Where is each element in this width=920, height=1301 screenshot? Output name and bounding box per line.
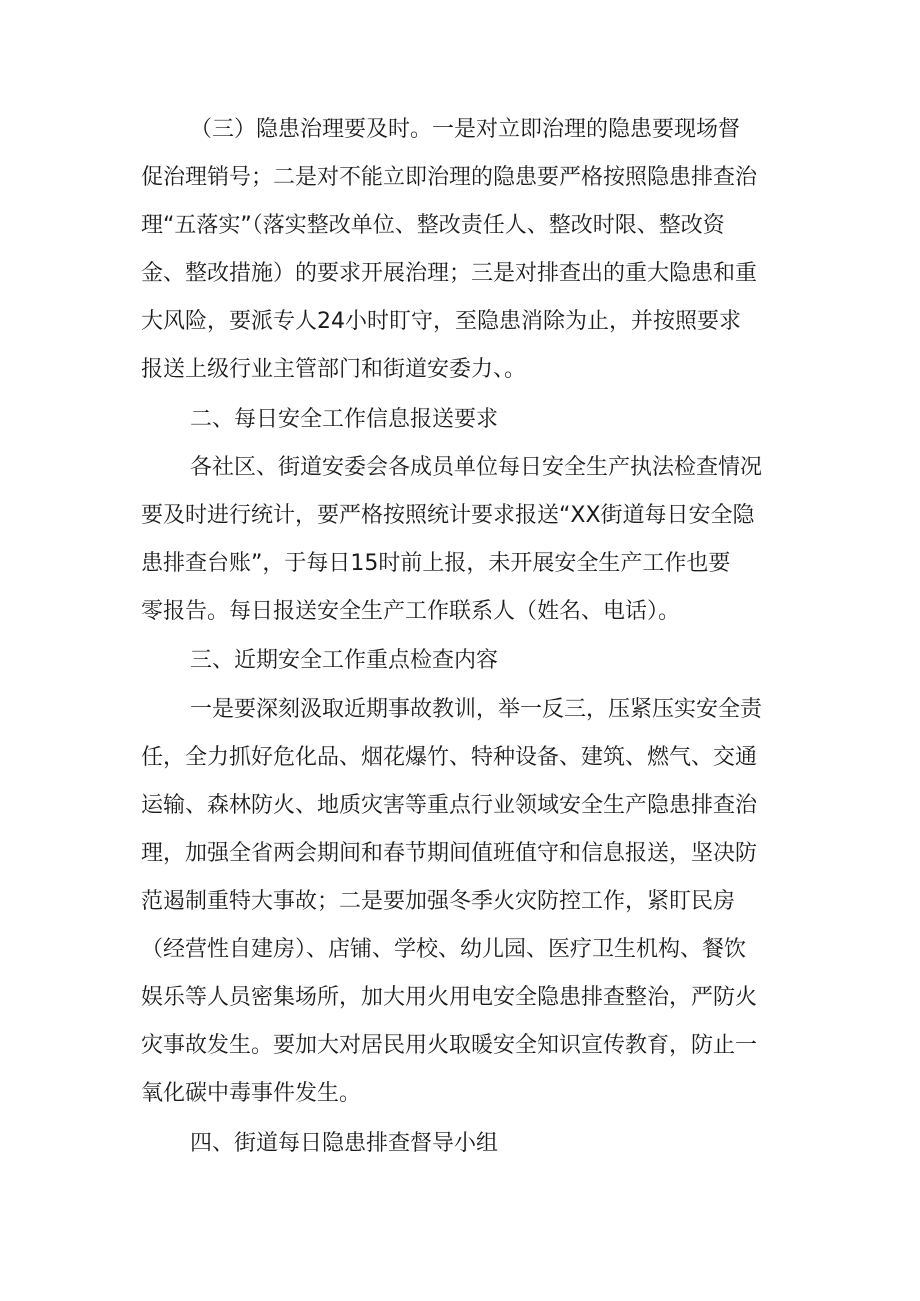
paragraph-line: 任，全力抓好危化品、烟花爆竹、特种设备、建筑、燃气、交通	[141, 745, 758, 770]
paragraph-line: 各社区、街道安委会各成员单位每日安全生产执法检查情况	[190, 455, 763, 480]
paragraph-line: 要及时进行统计，要严格按照统计要求报送“XX街道每日安全隐	[141, 503, 755, 528]
paragraph-line: 运输、森林防火、地质灾害等重点行业领域安全生产隐患排查治	[141, 793, 758, 818]
paragraph-line: 患排查台账”，于每日15时前上报，未开展安全生产工作也要	[141, 551, 731, 576]
paragraph-line: 范遏制重特大事故；二是要加强冬季火灾防控工作，紧盯民房	[141, 889, 736, 914]
paragraph-line: 促治理销号；二是对不能立即治理的隐患要严格按照隐患排查治	[141, 165, 758, 190]
paragraph-line: 金、整改措施）的要求开展治理；三是对排查出的重大隐患和重	[141, 261, 758, 286]
section-heading: 三、近期安全工作重点检查内容	[190, 648, 499, 673]
paragraph-line: （经营性自建房）、店铺、学校、幼儿园、医疗卫生机构、餐饮	[141, 937, 747, 962]
paragraph-line: 理，加强全省两会期间和春节期间值班值守和信息报送，坚决防	[141, 841, 758, 866]
section-heading: 四、街道每日隐患排查督导小组	[190, 1131, 499, 1156]
paragraph-line: 灾事故发生。要加大对居民用火取暖安全知识宣传教育，防止一	[141, 1033, 758, 1058]
paragraph-line: 大风险，要派专人24小时盯守，至隐患消除为止，并按照要求	[141, 309, 741, 334]
paragraph-line: 报送上级行业主管部门和街道安委力、。	[141, 357, 527, 382]
paragraph-line: （三）隐患治理要及时。一是对立即治理的隐患要现场督	[190, 117, 741, 142]
paragraph-line: 氧化碳中毒事件发生。	[141, 1081, 362, 1106]
paragraph-line: 一是要深刻汲取近期事故教训，举一反三，压紧压实安全责	[190, 697, 763, 722]
paragraph-line: 零报告。每日报送安全生产工作联系人（姓名、电话）。	[141, 599, 681, 624]
paragraph-line: 娱乐等人员密集场所，加大用火用电安全隐患排查整治，严防火	[141, 985, 758, 1010]
section-heading: 二、每日安全工作信息报送要求	[190, 407, 499, 432]
paragraph-line: 理“五落实”（落实整改单位、整改责任人、整改时限、整改资	[141, 213, 725, 238]
